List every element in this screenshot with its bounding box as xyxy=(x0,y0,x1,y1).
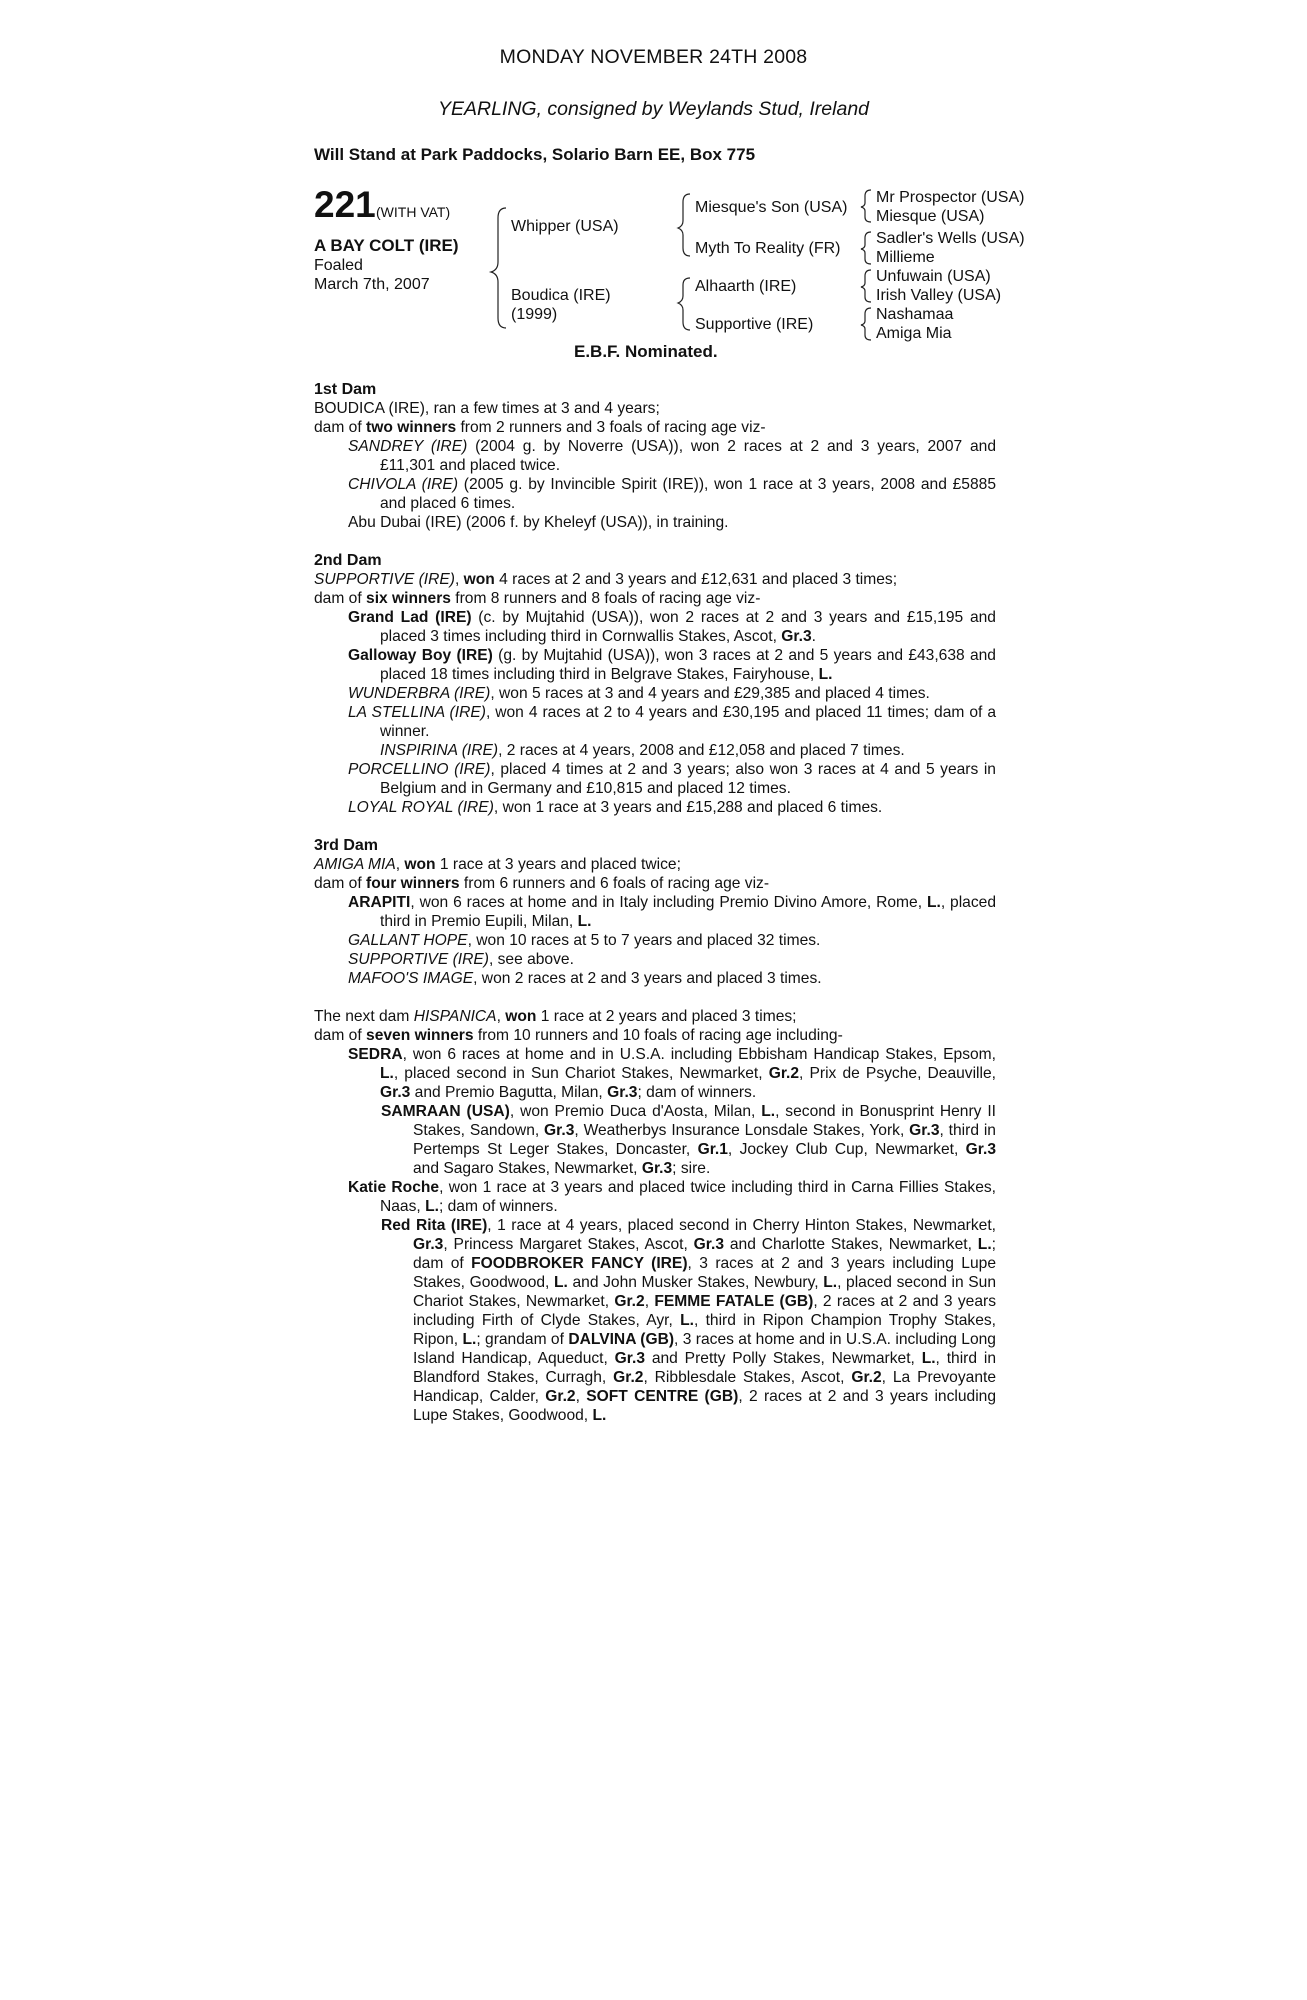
second-dam-section xyxy=(314,551,996,817)
produce-entry: LOYAL ROYAL (IRE), won 1 race at 3 years and £15,288 and placed 6 times. xyxy=(348,799,883,816)
produce-entry: Grand Lad (IRE) (c. by Mujtahid (USA)), won 2 races at 2 and 3 years and £15,195 and placed 3 times including third in Cornwallis Stakes, Ascot, Gr.3. xyxy=(348,609,996,645)
section-title: 2nd Dam xyxy=(314,552,382,569)
produce-entry: INSPIRINA (IRE), 2 races at 4 years, 2008 and £12,058 and placed 7 times. xyxy=(380,742,905,759)
pedigree-dss: Unfuwain (USA) xyxy=(876,268,991,285)
dam-of-line: dam of two winners from 2 runners and 3 foals of racing age viz- xyxy=(314,419,766,436)
pedigree-dsd: Irish Valley (USA) xyxy=(876,287,1002,304)
ebf-nominated: E.B.F. Nominated. xyxy=(574,342,718,361)
horse-name: A BAY COLT (IRE) xyxy=(314,236,459,255)
section-title: 3rd Dam xyxy=(314,837,379,854)
produce-entry: Red Rita (IRE), 1 race at 4 years, placed second in Cherry Hinton Stakes, Newmarket, Gr.3, Princess Margaret Stakes, Ascot, Gr.3 and Charlotte Stakes, Newmarket, L.; dam of FOODBROKER FANCY (IRE), 3 races at 2 and 3 years including Lupe Stakes, Goodwood, L. and John Musker Stakes, Newbury, L., placed second in Sun Chariot Stakes, Newmarket, Gr.2, FEMME FATALE (GB), 2 races at 2 and 3 years including Firth of Clyde Stakes, Ayr, L., third in Ripon Champion Trophy Stakes, Ripon, L.; grandam of DALVINA (GB), 3 races at home and in U.S.A. including Long Island Handicap, Aqueduct, Gr.3 and Pretty Polly Stakes, Newmarket, L., third in Blandford Stakes, Curragh, Gr.2, Ribblesdale Stakes, Ascot, Gr.2, La Prevoyante Handicap, Calder, Gr.2, SOFT CENTRE (GB), 2 races at 2 and 3 years including Lupe Stakes, Goodwood, L. xyxy=(381,1217,996,1424)
dam-line: AMIGA MIA, won 1 race at 3 years and placed twice; xyxy=(314,856,681,873)
pedigree-sire: Whipper (USA) xyxy=(511,218,619,235)
dam-of-line: dam of seven winners from 10 runners and 10 foals of racing age including- xyxy=(314,1027,843,1044)
pedigree-dds: Nashamaa xyxy=(876,306,954,323)
produce-entry: PORCELLINO (IRE), placed 4 times at 2 and 3 years; also won 3 races at 4 and 5 years in Belgium and in Germany and £10,815 and placed 12 times. xyxy=(348,761,996,797)
third-dam-section xyxy=(314,836,996,988)
dam-of-line: dam of six winners from 8 runners and 8 foals of racing age viz- xyxy=(314,590,761,607)
next-dam-section xyxy=(314,1007,996,1425)
consignor-line: YEARLING, consigned by Weylands Stud, Ireland xyxy=(437,98,870,120)
produce-entry: Abu Dubai (IRE) (2006 f. by Kheleyf (USA)), in training. xyxy=(348,514,729,531)
first-dam-section xyxy=(314,380,996,532)
foaled-date: March 7th, 2007 xyxy=(314,276,430,293)
dam-line: SUPPORTIVE (IRE), won 4 races at 2 and 3 years and £12,631 and placed 3 times; xyxy=(314,571,898,588)
produce-entry: SANDREY (IRE) (2004 g. by Noverre (USA)), won 2 races at 2 and 3 years, 2007 and £11,301 and placed twice. xyxy=(348,438,996,474)
produce-entry: SAMRAAN (USA), won Premio Duca d'Aosta, Milan, L., second in Bonusprint Henry II Stakes, Sandown, Gr.3, Weatherbys Insurance Lonsdale Stakes, York, Gr.3, third in Pertemps St Leger Stakes, Doncaster, Gr.1, Jockey Club Cup, Newmarket, Gr.3 and Sagaro Stakes, Newmarket, Gr.3; sire. xyxy=(381,1103,996,1177)
catalogue-body xyxy=(314,380,996,1444)
pedigree-sire-dam: Myth To Reality (FR) xyxy=(695,240,841,257)
pedigree-sss: Mr Prospector (USA) xyxy=(876,189,1025,206)
produce-entry: SUPPORTIVE (IRE), see above. xyxy=(348,951,574,968)
pedigree-sdd: Millieme xyxy=(876,249,935,266)
produce-entry: Galloway Boy (IRE) (g. by Mujtahid (USA)), won 3 races at 2 and 5 years and £43,638 and placed 18 times including third in Belgrave Stakes, Fairyhouse, L. xyxy=(348,647,996,683)
pedigree-sire-sire: Miesque's Son (USA) xyxy=(695,199,848,216)
pedigree-sds: Sadler's Wells (USA) xyxy=(876,230,1025,247)
dam-line: The next dam HISPANICA, won 1 race at 2 years and placed 3 times; xyxy=(314,1008,797,1025)
pedigree-dam: Boudica (IRE) xyxy=(511,287,611,304)
produce-entry: MAFOO'S IMAGE, won 2 races at 2 and 3 years and placed 3 times. xyxy=(348,970,822,987)
pedigree-braces xyxy=(0,0,1307,360)
pedigree-dam-year: (1999) xyxy=(511,306,558,323)
pedigree-ddd: Amiga Mia xyxy=(876,325,952,342)
produce-entry: GALLANT HOPE, won 10 races at 5 to 7 years and placed 32 times. xyxy=(348,932,821,949)
pedigree-dam-sire: Alhaarth (IRE) xyxy=(695,278,797,295)
stand-location: Will Stand at Park Paddocks, Solario Barn EE, Box 775 xyxy=(314,145,756,164)
dam-line: BOUDICA (IRE), ran a few times at 3 and 4 years; xyxy=(314,400,660,417)
produce-entry: ARAPITI, won 6 races at home and in Italy including Premio Divino Amore, Rome, L., placed third in Premio Eupili, Milan, L. xyxy=(348,894,996,930)
foaled-label: Foaled xyxy=(314,257,363,274)
produce-entry: LA STELLINA (IRE), won 4 races at 2 to 4 years and £30,195 and placed 11 times; dam of a winner. xyxy=(348,704,996,740)
vat-note: (WITH VAT) xyxy=(376,204,451,220)
produce-entry: Katie Roche, won 1 race at 3 years and placed twice including third in Carna Fillies Stakes, Naas, L.; dam of winners. xyxy=(348,1179,996,1215)
produce-entry: SEDRA, won 6 races at home and in U.S.A. including Ebbisham Handicap Stakes, Epsom, L., placed second in Sun Chariot Stakes, Newmarket, Gr.2, Prix de Psyche, Deauville, Gr.3 and Premio Bagutta, Milan, Gr.3; dam of winners. xyxy=(348,1046,996,1101)
section-title: 1st Dam xyxy=(314,381,377,398)
produce-entry: CHIVOLA (IRE) (2005 g. by Invincible Spirit (IRE)), won 1 race at 3 years, 2008 and £5885 and placed 6 times. xyxy=(348,476,997,512)
pedigree-dam-dam: Supportive (IRE) xyxy=(695,316,814,333)
dam-of-line: dam of four winners from 6 runners and 6 foals of racing age viz- xyxy=(314,875,770,892)
lot-number: 221 xyxy=(314,184,376,225)
pedigree-ssd: Miesque (USA) xyxy=(876,208,985,225)
produce-entry: WUNDERBRA (IRE), won 5 races at 3 and 4 years and £29,385 and placed 4 times. xyxy=(348,685,930,702)
sale-date: MONDAY NOVEMBER 24TH 2008 xyxy=(499,46,808,68)
